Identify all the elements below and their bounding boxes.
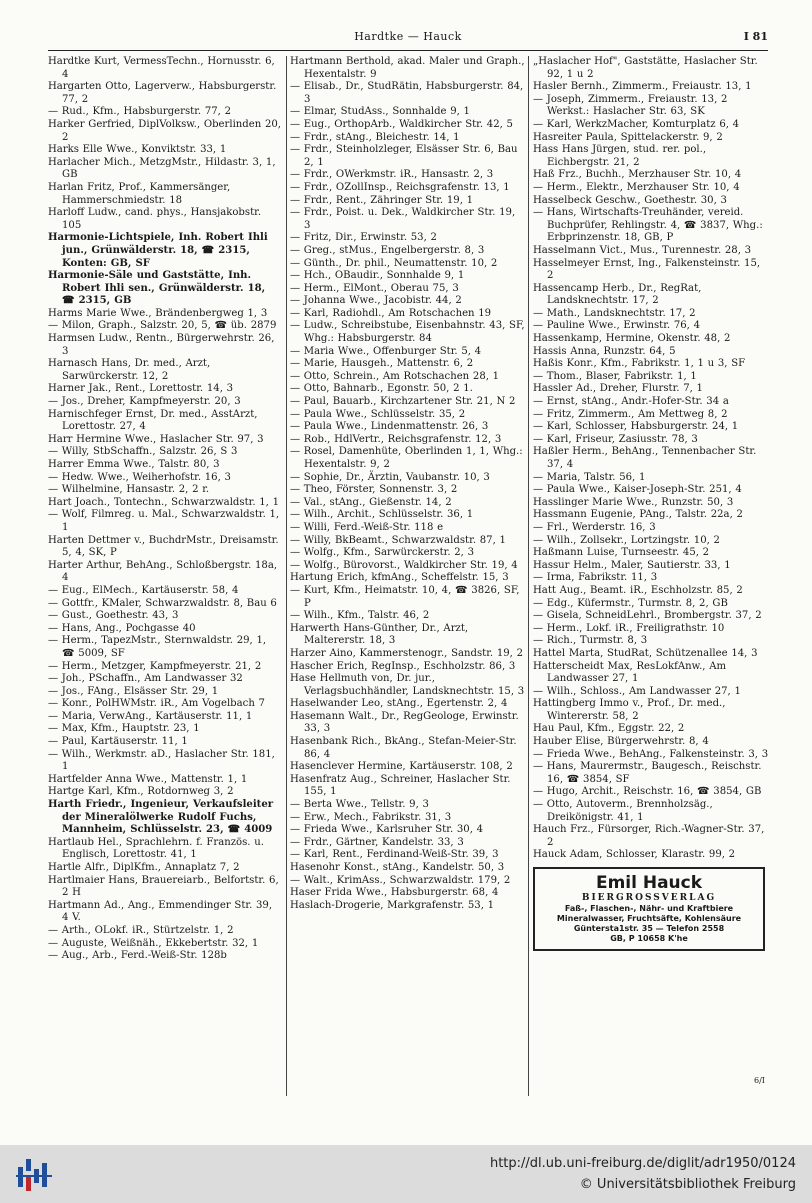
directory-entry: — Paul, Bauarb., Kirchzartener Str. 21, N 2	[290, 396, 516, 408]
page-header	[48, 30, 768, 46]
directory-entry: — Jos., Dreher, Kampfmeyerstr. 20, 3	[48, 396, 241, 408]
directory-entry: Hasselbeck Geschw., Goethestr. 30, 3	[533, 194, 727, 206]
directory-entry: — Paula Wwe., Kaiser-Joseph-Str. 251, 4	[533, 484, 742, 496]
copyright-notice: © Universitätsbibliothek Freiburg	[579, 1177, 796, 1192]
directory-entry: — Karl, WerkzMacher, Komturplatz 6, 4	[533, 118, 740, 130]
directory-entry: Hasreiter Paula, Spittelackerstr. 9, 2	[533, 131, 723, 143]
directory-entry: Harrer Emma Wwe., Talstr. 80, 3	[48, 459, 220, 470]
directory-entry: Harks Elle Wwe., Konviktstr. 33, 1	[48, 144, 227, 156]
directory-entry: — Maria, VerwAng., Kartäuserstr. 11, 1	[48, 710, 253, 722]
directory-entry: Haslach-Drogerie, Markgrafenstr. 53, 1	[290, 899, 495, 911]
directory-entry: Hartge Karl, Kfm., Rotdornweg 3, 2	[48, 786, 234, 798]
directory-entry: Hauch Frz., Fürsorger, Rich.-Wagner-Str. 37, 2	[533, 824, 765, 848]
directory-entry: — Wolfg., Kfm., Sarwürckerstr. 2, 3	[290, 547, 475, 559]
column-2	[290, 56, 525, 1104]
directory-entry: — Herm., Metzger, Kampfmeyerstr. 21, 2	[48, 660, 262, 672]
column-divider	[528, 56, 529, 1096]
directory-entry: — Fritz, Zimmerm., Am Mettweg 8, 2	[533, 408, 728, 420]
column-divider	[286, 56, 287, 1096]
directory-entry: — Frl., Werderstr. 16, 3	[533, 521, 656, 533]
directory-entry: Hartle Alfr., DiplKfm., Annaplatz 7, 2	[48, 862, 240, 873]
directory-entry: — Frdr., Steinholzleger, Elsässer Str. 6, Bau 2, 1	[290, 144, 518, 168]
directory-entry: Hassmann Eugenie, PAng., Talstr. 22a, 2	[533, 509, 743, 521]
header-rule	[48, 50, 768, 51]
directory-entry: Hasenbank Rich., BkAng., Stefan-Meier-Str. 86, 4	[290, 736, 517, 760]
directory-entry: — Joseph, Zimmerm., Freiaustr. 13, 2 Werkst.: Haslacher Str. 63, SK	[533, 93, 728, 118]
directory-entry: — Frieda Wwe., BehAng., Falkensteinstr. 3, 3	[533, 748, 769, 760]
directory-entry: Harmonie-Lichtspiele, Inh. Robert Ihli jun., Grünwälderstr. 18, ☎ 2315, Konten: GB, SF	[48, 232, 268, 269]
directory-entry: Haßmann Luise, Turnseestr. 45, 2	[533, 547, 710, 559]
directory-entry: — Pauline Wwe., Erwinstr. 76, 4	[533, 320, 701, 332]
directory-entry: Harlacher Mich., MetzgMstr., Hildastr. 3, 1, GB	[48, 156, 276, 181]
directory-entry: Hassenkamp, Hermine, Okenstr. 48, 2	[533, 333, 731, 345]
column-3	[533, 56, 769, 1104]
directory-entry: — Herm., Elektr., Merzhauser Str. 10, 4	[533, 181, 740, 193]
directory-entry: — Paula Wwe., Lindenmattenstr. 26, 3	[290, 421, 489, 433]
ad-products-line: Faß-, Flaschen-, Nähr- und Kraftbiere	[564, 904, 734, 913]
directory-entry: — Berta Wwe., Tellstr. 9, 3	[290, 799, 429, 811]
viewer-footer	[0, 1145, 812, 1203]
directory-entry: Hattingberg Immo v., Prof., Dr. med., Wintererstr. 58, 2	[533, 698, 726, 722]
directory-entry: — Theo, Förster, Sonnenstr. 3, 2	[290, 484, 458, 496]
directory-entry: — Otto, Bahnarb., Egonstr. 50, 2 1.	[290, 383, 473, 395]
directory-entry: Hasselmeyer Ernst, Ing., Falkensteinstr. 15, 2	[533, 257, 761, 282]
directory-entry: Hartmann Ad., Ang., Emmendinger Str. 39, 4 V.	[48, 899, 273, 924]
directory-entry: — Maria Wwe., Offenburger Str. 5, 4	[290, 345, 482, 357]
page-number: I 81	[743, 30, 768, 43]
column-3-entries	[533, 56, 769, 862]
directory-entry: Haß Frz., Buchh., Merzhauser Str. 10, 4	[533, 169, 742, 181]
ad-company-name: Emil Hauck	[595, 873, 703, 893]
ad-address-line: Güntersta1str. 35 — Telefon 2558	[573, 924, 725, 933]
directory-entry: — Elmar, StudAss., Sonnhalde 9, 1	[290, 106, 470, 118]
directory-entry: — Paul, Kartäuserstr. 11, 1	[48, 736, 188, 748]
directory-entry: — Otto, Schrein., Am Rotschachen 28, 1	[290, 370, 500, 382]
directory-entry: „Haslacher Hof", Gaststätte, Haslacher Str. 92, 1 u 2	[533, 56, 758, 80]
directory-entry: — Ernst, stAng., Andr.-Hofer-Str. 34 a	[533, 396, 729, 408]
directory-entry: Hassur Helm., Maler, Sautierstr. 33, 1	[533, 559, 731, 571]
document-url-link[interactable]: http://dl.ub.uni-freiburg.de/diglit/adr1950/0124	[489, 1156, 796, 1171]
directory-entry: — Gottfr., KMaler, Schwarzwaldstr. 8, Bau 6	[48, 597, 277, 609]
directory-entry: — Frdr., OWerkmstr. iR., Hansastr. 2, 3	[290, 169, 494, 181]
directory-entry: — Günth., Dr. phil., Neumattenstr. 10, 2	[290, 257, 498, 269]
directory-entry: — Marie, Hausgeh., Mattenstr. 6, 2	[290, 358, 474, 370]
directory-entry: — Willy, BkBeamt., Schwarzwaldstr. 87, 1	[290, 534, 506, 546]
directory-entry: — Rich., Turmstr. 8, 3	[533, 635, 648, 647]
directory-entry: — Wilh., Zollsekr., Lortzingstr. 10, 2	[533, 534, 720, 546]
directory-entry: Harzer Aino, Kammerstenogr., Sandstr. 19, 2	[290, 647, 524, 659]
directory-entry: Hasselmann Vict., Mus., Turennestr. 28, 3	[533, 244, 752, 256]
directory-entry: — Hans, Wirtschafts-Treuhänder, vereid. Buchprüfer, Rehlingstr. 4, ☎ 3837, Whg.: Erbprinzenstr. 18, GB, P	[533, 207, 763, 244]
directory-entry: Hardtke Kurt, VermessTechn., Hornusstr. 6, 4	[48, 56, 275, 80]
ad-accounts-line: GB, P 10658 K'he	[610, 934, 688, 943]
directory-entry: Hargarten Otto, Lagerverw., Habsburgerstr. 77, 2	[48, 81, 277, 105]
directory-entry: — Edg., Küfermstr., Turmstr. 8, 2, GB	[533, 597, 728, 609]
directory-entry: — Paula Wwe., Schlüsselstr. 35, 2	[290, 408, 466, 420]
directory-entry: Hasenfratz Aug., Schreiner, Haslacher Str. 155, 1	[290, 773, 511, 798]
directory-entry: Hase Hellmuth von, Dr. jur., Verlagsbuchhändler, Landsknechtstr. 15, 3	[290, 673, 525, 697]
directory-entry: — Herm., Lokf. iR., Freiligrathstr. 10	[533, 622, 725, 634]
directory-entry: — Karl, Friseur, Zasiusstr. 78, 3	[533, 433, 698, 445]
directory-entry: Hassler Ad., Dreher, Flurstr. 7, 1	[533, 383, 703, 395]
directory-entry: — Herm., TapezMstr., Sternwaldstr. 29, 1, ☎ 5009, SF	[48, 635, 267, 659]
directory-entry: Harwerth Hans-Günther, Dr., Arzt, Maltererstr. 18, 3	[290, 622, 469, 647]
directory-entry: Harnischfeger Ernst, Dr. med., AsstArzt, Lorettostr. 27, 4	[48, 408, 258, 433]
directory-entry: — Frdr., Rent., Zähringer Str. 19, 1	[290, 194, 474, 206]
directory-entry: — Hans, Ang., Pochgasse 40	[48, 622, 196, 634]
ad-products-line: Mineralwasser, Fruchtsäfte, Kohlensäure	[556, 914, 742, 923]
directory-entry: Hassis Anna, Runzstr. 64, 5	[533, 345, 676, 357]
directory-entry: — Thom., Blaser, Fabrikstr. 1, 1	[533, 370, 697, 382]
directory-entry: — Willi, Ferd.-Weiß-Str. 118 e	[290, 521, 444, 533]
directory-entry: — Walt., KrimAss., Schwarzwaldstr. 179, 2	[290, 874, 511, 886]
directory-entry: — Frdr., OZollInsp., Reichsgrafenstr. 13, 1	[290, 181, 510, 193]
directory-entry: Hass Hans Jürgen, stud. rer. pol., Eichbergstr. 21, 2	[533, 144, 707, 168]
directory-entry: — Wolf, Filmreg. u. Mal., Schwarzwaldstr. 1, 1	[48, 509, 280, 533]
directory-entry: Harmsen Ludw., Rentn., Bürgerwehrstr. 26, 3	[48, 333, 275, 357]
directory-entry: Hauck Adam, Schlosser, Klarastr. 99, 2	[533, 849, 736, 861]
directory-entry: — Wilhelmine, Hansastr. 2, 2 r.	[48, 484, 210, 496]
directory-entry: Hasenclever Hermine, Kartäuserstr. 108, 2	[290, 761, 513, 773]
directory-entry: — Aug., Arb., Ferd.-Weiß-Str. 128b	[48, 950, 227, 962]
directory-entry: — Rud., Kfm., Habsburgerstr. 77, 2	[48, 106, 232, 118]
directory-entry: — Frdr., stAng., Bleichestr. 14, 1	[290, 131, 460, 143]
directory-entry: — Karl, Radiohdl., Am Rotschachen 19	[290, 307, 492, 319]
directory-entry: Harner Jak., Rent., Lorettostr. 14, 3	[48, 383, 234, 395]
directory-entry: Hartfelder Anna Wwe., Mattenstr. 1, 1	[48, 773, 248, 785]
directory-entry: Harker Gerfried, DiplVolksw., Oberlinden 20, 2	[48, 118, 281, 143]
directory-entry: — Irma, Fabrikstr. 11, 3	[533, 572, 658, 584]
directory-entry: — Hedw. Wwe., Weiherhofstr. 16, 3	[48, 471, 231, 483]
column-1	[48, 56, 281, 1104]
directory-entry: Hau Paul, Kfm., Eggstr. 22, 2	[533, 723, 685, 735]
directory-entry: Haser Frida Wwe., Habsburgerstr. 68, 4	[290, 887, 499, 899]
advertisement-box	[533, 867, 765, 951]
directory-entry: Harloff Ludw., cand. phys., Hansjakobstr. 105	[48, 207, 262, 231]
directory-entry: — Rob., HdlVertr., Reichsgrafenstr. 12, 3	[290, 433, 502, 445]
directory-entry: Hartlaub Hel., Sprachlehrn. f. Französ. u. Englisch, Lorettostr. 41, 1	[48, 836, 264, 861]
directory-entry: — Jos., FAng., Elsässer Str. 29, 1	[48, 685, 219, 697]
directory-entry: — Wilh., Schloss., Am Landwasser 27, 1	[533, 685, 741, 697]
directory-entry: Haselwander Leo, stAng., Egertenstr. 2, 4	[290, 698, 508, 710]
directory-entry: Harter Arthur, BehAng., Schloßbergstr. 18a, 4	[48, 559, 278, 584]
directory-entry: Hasler Bernh., Zimmerm., Freiaustr. 13, 1	[533, 81, 752, 93]
ad-subtitle: BIERGROSSVERLAG	[581, 893, 717, 903]
directory-entry: — Hans, Maurermstr., Baugesch., Reischstr. 16, ☎ 3854, SF	[533, 761, 762, 785]
directory-entry: — Max, Kfm., Hauptstr. 23, 1	[48, 723, 200, 735]
directory-entry: Hatterscheidt Max, ResLokfAnw., Am Landwasser 27, 1	[533, 660, 727, 685]
directory-entry: Haßler Herm., BehAng., Tennenbacher Str. 37, 4	[533, 446, 757, 470]
directory-entry: Harnasch Hans, Dr. med., Arzt, Sarwürckerstr. 12, 2	[48, 358, 211, 382]
directory-entry: Harms Marie Wwe., Brändenbergweg 1, 3	[48, 307, 268, 319]
directory-entry: — Herm., ElMont., Oberau 75, 3	[290, 282, 459, 294]
directory-entry: — Rosel, Damenhüte, Oberlinden 1, 1, Whg.: Hexentalstr. 9, 2	[290, 446, 523, 470]
sheet-mark: 6/I	[754, 1076, 765, 1085]
library-logo-icon	[16, 1155, 52, 1195]
directory-entry: — Willy, StbSchaffn., Salzstr. 26, S 3	[48, 446, 238, 458]
directory-entry: — Eug., ElMech., Kartäuserstr. 58, 4	[48, 584, 239, 596]
directory-entry: — Frdr., Gärtner, Kandelstr. 33, 3	[290, 836, 464, 848]
directory-entry: — Val., stAng., Gießenstr. 14, 2	[290, 496, 452, 508]
directory-entry: — Greg., stMus., Engelbergerstr. 8, 3	[290, 244, 485, 256]
directory-entry: Hasemann Walt., Dr., RegGeologe, Erwinstr. 33, 3	[290, 710, 519, 735]
directory-entry: Hartmann Berthold, akad. Maler und Graph., Hexentalstr. 9	[290, 56, 525, 80]
directory-entry: — Wilh., Archit., Schlüsselstr. 36, 1	[290, 509, 474, 521]
directory-entry: — Wilh., Kfm., Talstr. 46, 2	[290, 610, 430, 622]
directory-entry: — Math., Landsknechtstr. 17, 2	[533, 307, 696, 319]
directory-entry: Hascher Erich, RegInsp., Eschholzstr. 86, 3	[290, 660, 516, 672]
directory-entry: — Wilh., Werkmstr. aD., Haslacher Str. 181, 1	[48, 748, 275, 773]
directory-entry: — Erw., Mech., Fabrikstr. 31, 3	[290, 811, 452, 823]
directory-entry: — Hugo, Archit., Reischstr. 16, ☎ 3854, GB	[533, 786, 762, 798]
directory-entry: Hasenohr Konst., stAng., Kandelstr. 50, 3	[290, 862, 505, 873]
directory-entry: Hauber Elise, Bürgerwehrstr. 8, 4	[533, 736, 709, 748]
directory-entry: — Kurt, Kfm., Heimatstr. 10, 4, ☎ 3826, SF, P	[290, 584, 520, 609]
directory-entry: — Frieda Wwe., Karlsruher Str. 30, 4	[290, 824, 484, 836]
directory-entry: — Auguste, Weißnäh., Ekkebertstr. 32, 1	[48, 937, 259, 949]
directory-entry: — Eug., OrthopArb., Waldkircher Str. 42, 5	[290, 118, 513, 130]
directory-entry: — Wolfg., Bürovorst., Waldkircher Str. 19, 4	[290, 559, 518, 571]
directory-entry: — Gisela, SchneidLehrl., Brombergstr. 37, 2	[533, 610, 762, 622]
directory-entry: — Karl, Schlosser, Habsburgerstr. 24, 1	[533, 421, 739, 433]
directory-entry: Harmonie-Säle und Gaststätte, Inh. Robert Ihli sen., Grünwälderstr. 18, ☎ 2315, GB	[48, 270, 266, 307]
directory-entry: — Sophie, Dr., Ärztin, Vaubanstr. 10, 3	[290, 471, 490, 483]
directory-entry: — Gust., Goethestr. 43, 3	[48, 610, 179, 622]
directory-entry: Harr Hermine Wwe., Haslacher Str. 97, 3	[48, 433, 264, 445]
directory-entry: Harlan Fritz, Prof., Kammersänger, Hammerschmiedstr. 18	[48, 181, 231, 206]
directory-entry: Hassencamp Herb., Dr., RegRat, Landsknechtstr. 17, 2	[533, 282, 702, 307]
directory-entry: — Johanna Wwe., Jacobistr. 44, 2	[290, 295, 462, 307]
directory-entry: — Frdr., Poist. u. Dek., Waldkircher Str. 19, 3	[290, 207, 516, 231]
directory-entry: Haßis Konr., Kfm., Fabrikstr. 1, 1 u 3, SF	[533, 358, 746, 370]
directory-entry: — Joh., PSchaffn., Am Landwasser 32	[48, 673, 243, 685]
running-title: Hardtke — Hauck	[354, 30, 462, 43]
directory-entry: Hattel Marta, StudRat, Schützenallee 14, 3	[533, 647, 758, 659]
directory-entry: — Elisab., Dr., StudRätin, Habsburgerstr. 84, 3	[290, 81, 524, 105]
directory-entry: Hasslinger Marie Wwe., Runzstr. 50, 3	[533, 496, 734, 508]
directory-entry: — Hch., OBaudir., Sonnhalde 9, 1	[290, 270, 465, 282]
directory-entry: — Ludw., Schreibstube, Eisenbahnstr. 43, SF, Whg.: Habsburgerstr. 84	[290, 320, 525, 345]
directory-entry: Harth Friedr., Ingenieur, Verkaufsleiter der Mineralölwerke Rudolf Fuchs, Mannheim, Schlüsselstr. 23, ☎ 4009	[48, 799, 274, 836]
directory-entry: — Maria, Talstr. 56, 1	[533, 471, 646, 483]
directory-entry: Hart Joach., Tontechn., Schwarzwaldstr. 1, 1	[48, 496, 280, 508]
directory-entry: — Otto, Autoverm., Brennholzsäg., Dreikönigstr. 41, 1	[533, 799, 713, 823]
directory-entry: — Fritz, Dir., Erwinstr. 53, 2	[290, 232, 437, 244]
directory-entry: Harten Dettmer v., BuchdrMstr., Dreisamstr. 5, 4, SK, P	[48, 534, 279, 559]
directory-entry: — Milon, Graph., Salzstr. 20, 5, ☎ üb. 2879	[48, 320, 277, 332]
directory-entry: Hartlmaier Hans, Brauereiarb., Belfortstr. 6, 2 H	[48, 874, 279, 899]
directory-entry: — Konr., PolHWMstr. iR., Am Vogelbach 7	[48, 698, 265, 710]
directory-entry: Hatt Aug., Beamt. iR., Eschholzstr. 85, 2	[533, 584, 743, 596]
directory-entry: — Arth., OLokf. iR., Stürtzelstr. 1, 2	[48, 924, 234, 936]
directory-entry: Hartung Erich, kfmAng., Scheffelstr. 15, 3	[290, 572, 509, 584]
directory-entry: — Karl, Rent., Ferdinand-Weiß-Str. 39, 3	[290, 849, 499, 861]
